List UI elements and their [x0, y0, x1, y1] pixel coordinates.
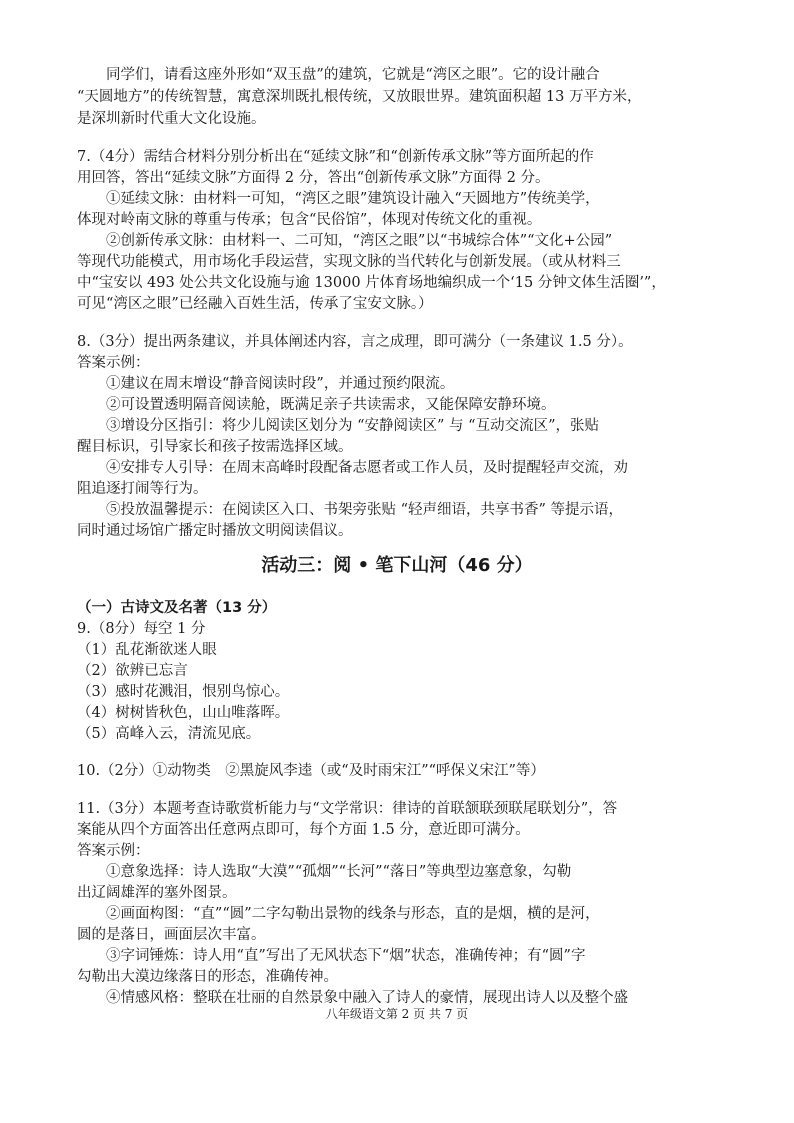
text-line: 勾勒出大漠边缘落日的形态，准确传神。	[77, 969, 338, 985]
text-line: （3）感时花溅泪，恨别鸟惊心。	[77, 684, 290, 700]
page-footer: 八年级语文第 2 页 共 7 页	[325, 1007, 469, 1021]
text-line: 同学们，请看这座外形如“双玉盘”的建筑，它就是“湾区之眼”。它的设计融合	[106, 67, 600, 83]
text-line: 等现代功能模式，用市场化手段运营，实现文脉的当代转化与创新发展。（或从材料三	[77, 254, 621, 270]
text-line: “天圆地方”的传统智慧，寓意深圳既扎根传统，又放眼世界。建筑面积超 13 万平方米，	[77, 89, 642, 105]
text-line: 用回答，答出“延续文脉”方面得 2 分，答出“创新传承文脉”方面得 2 分。	[77, 170, 550, 186]
text-line: （2）欲辨已忘言	[77, 663, 188, 679]
text-line: 阻追逐打闹等行为。	[77, 481, 208, 497]
question-10-heading: 10.（2分）①动物类 ②黑旋风李逵（或“及时雨宋江”“呼保义宋江”等）	[77, 763, 545, 779]
question-9-heading: 9.（8分）每空 1 分	[77, 621, 206, 637]
text-line: ②创新传承文脉：由材料一、二可知，“湾区之眼”以“书城综合体”“文化+公园”	[106, 233, 613, 249]
text-line: 答案示例：	[77, 355, 150, 371]
text-line: ①延续文脉：由材料一可知，“湾区之眼”建筑设计融入“天圆地方”传统美学，	[106, 191, 600, 207]
text-line: （4）树树皆秋色，山山唯落晖。	[77, 705, 290, 721]
text-line: 答案示例：	[77, 843, 150, 859]
text-line: 案能从四个方面答出任意两点即可，每个方面 1.5 分，意近即可满分。	[77, 822, 530, 838]
subsection-heading: （一）古诗文及名著（13 分）	[77, 600, 277, 616]
text-line: 醒目标识，引导家长和孩子按需选择区域。	[77, 439, 353, 455]
text-line: 体现对岭南文脉的尊重与传承；包含“民俗馆”，体现对传统文化的重视。	[77, 212, 542, 228]
question-7-heading: 7.（4分）需结合材料分别分析出在“延续文脉”和“创新传承文脉”等方面所起的作	[77, 149, 594, 165]
text-line: ④安排专人引导：在周末高峰时段配备志愿者或工作人员，及时提醒轻声交流，劝	[106, 460, 628, 476]
text-line: 同时通过场馆广播定时播放文明阅读倡议。	[77, 523, 353, 539]
section-title: 活动三：阅 • 笔下山河（46 分）	[261, 555, 533, 576]
text-line: ③字词锤炼：诗人用“直”写出了无风状态下“烟”状态，准确传神；有“圆”字	[106, 948, 586, 964]
text-line: ③增设分区指引：将少儿阅读区划分为 “安静阅读区” 与 “互动交流区”，张贴	[106, 418, 599, 434]
question-11-heading: 11.（3分）本题考查诗歌赏析能力与“文学常识：律诗的首联颔联颈联尾联划分”，答	[77, 801, 618, 817]
text-line: 中“宝安以 493 处公共文化设施与逾 13000 片体育场地编织成一个‘15 分钟文体生活圈’”，	[77, 275, 666, 291]
text-line: 可见“湾区之眼”已经融入百姓生活，传承了宝安文脉。）	[77, 296, 433, 312]
text-line: （1）乱花渐欲迷人眼	[77, 642, 217, 658]
text-line: ④情感风格：整联在壮丽的自然景象中融入了诗人的豪情，展现出诗人以及整个盛	[106, 990, 628, 1006]
text-line: ①建议在周末增设“静音阅读时段”，并通过预约限流。	[106, 376, 455, 392]
text-line: ①意象选择：诗人选取“大漠”“孤烟”“长河”“落日”等典型边塞意象，勾勒	[106, 864, 572, 880]
text-line: ⑤投放温馨提示：在阅读区入口、书架旁张贴 “轻声细语，共享书香” 等提示语，	[106, 502, 624, 518]
text-line: ②可设置透明隔音阅读舱，既满足亲子共读需求，又能保障安静环境。	[106, 397, 556, 413]
text-line: 圆的是落日，画面层次丰富。	[77, 927, 266, 943]
text-line: ②画面构图：“直”“圆”二字勾勒出景物的线条与形态，直的是烟，横的是河，	[106, 906, 600, 922]
text-line: （5）高峰入云，清流见底。	[77, 726, 261, 742]
question-8-heading: 8.（3分）提出两条建议，并具体阐述内容，言之成理，即可满分（一条建议 1.5 分）。	[77, 334, 633, 350]
text-line: 出辽阔雄浑的塞外图景。	[77, 885, 237, 901]
text-line: 是深圳新时代重大文化设施。	[77, 111, 266, 127]
